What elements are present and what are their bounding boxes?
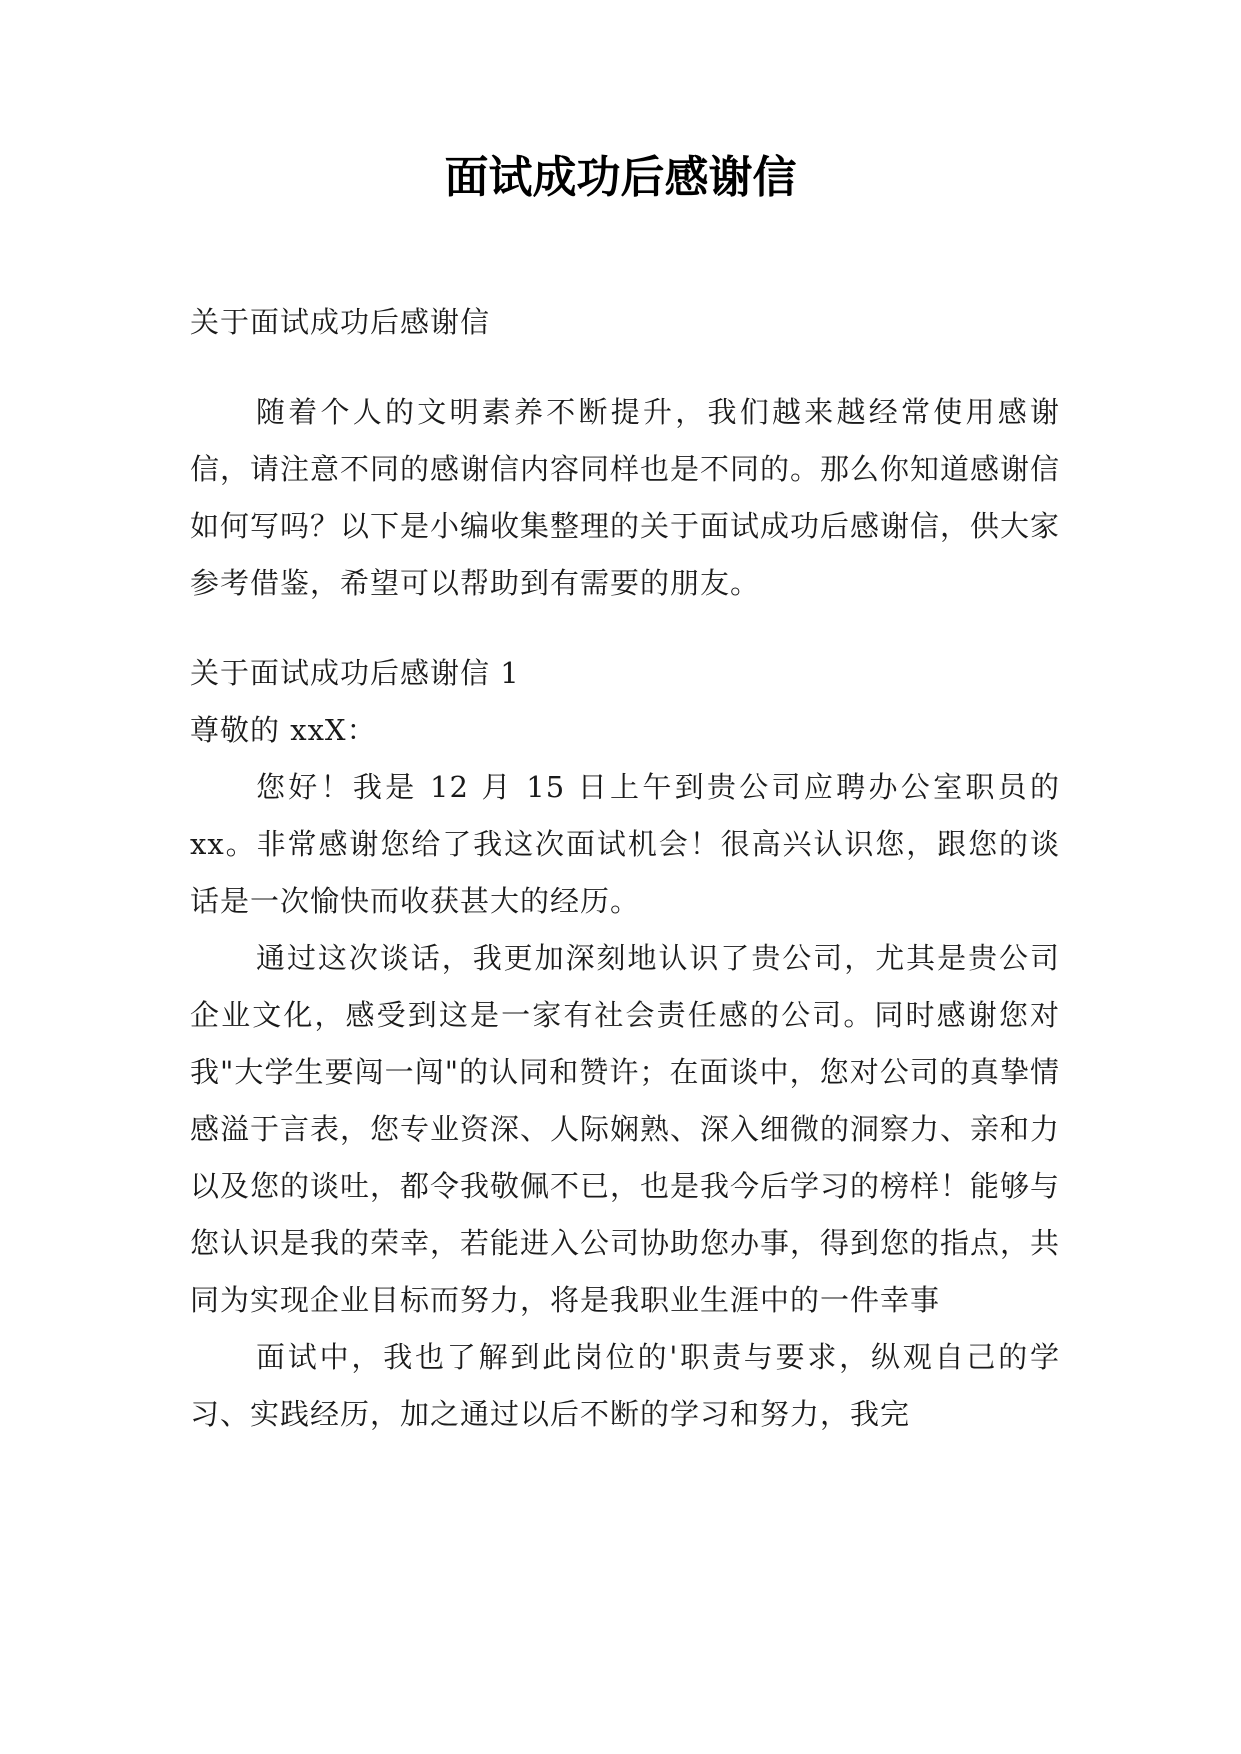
document-subtitle: 关于面试成功后感谢信 (190, 305, 491, 339)
letter-paragraph: 您好！我是 12 月 15 日上午到贵公司应聘办公室职员的 xx。非常感谢您给了我这次面试机会！很高兴认识您，跟您的谈话是一次愉快而收获甚大的经历。 (190, 770, 1060, 918)
letter-paragraph: 通过这次谈话，我更加深刻地认识了贵公司，尤其是贵公司企业文化，感受到这是一家有社会责任感的公司。同时感谢您对我"大学生要闯一闯"的认同和赞许；在面谈中，您对公司的真挚情感溢于言表，您专业资深、人际娴熟、深入细微的洞察力、亲和力以及您的谈吐，都令我敬佩不已，也是我今后学习的榜样！能够与您认识是我的荣幸，若能进入公司协助您办事，得到您的指点，共同为实现企业目标而努力，将是我职业生涯中的一件幸事 (190, 941, 1061, 1317)
intro-paragraph: 随着个人的文明素养不断提升，我们越来越经常使用感谢信，请注意不同的感谢信内容同样也是不同的。那么你知道感谢信如何写吗？以下是小编收集整理的关于面试成功后感谢信，供大家参考借鉴，希望可以帮助到有需要的朋友。 (190, 395, 1061, 600)
letter-heading: 关于面试成功后感谢信 1 (190, 656, 520, 690)
salutation: 尊敬的 xxX： (190, 713, 377, 747)
document-body (190, 294, 1060, 1443)
letter-paragraph: 面试中，我也了解到此岗位的'职责与要求，纵观自己的学习、实践经历，加之通过以后不断的学习和努力，我完 (190, 1340, 1060, 1431)
document-title: 面试成功后感谢信 (444, 152, 797, 203)
